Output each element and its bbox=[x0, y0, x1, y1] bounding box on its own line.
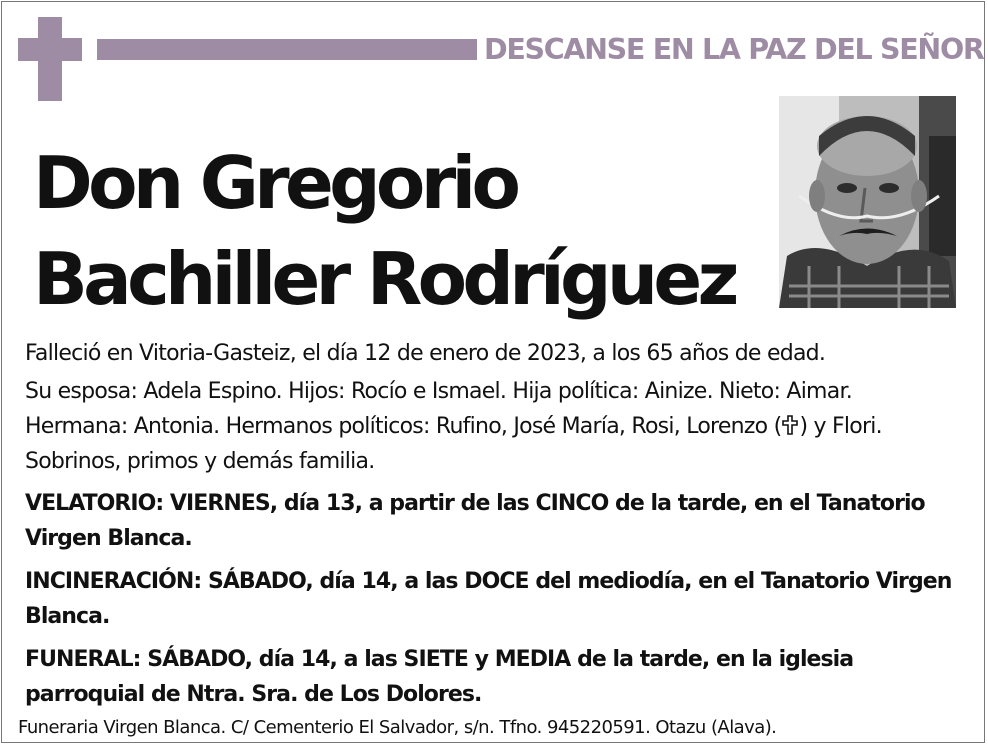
cross-icon-arm bbox=[18, 38, 82, 61]
wake-info: VELATORIO: VIERNES, día 13, a partir de las CINCO de la tarde, en el Tanatorio Virgen Blanca. bbox=[25, 491, 925, 551]
family-line-1: Su esposa: Adela Espino. Hijos: Rocío e Ismael. Hija política: Ainize. Nieto: Aimar. bbox=[25, 379, 852, 404]
header-divider-bar bbox=[97, 39, 477, 60]
cross-icon bbox=[781, 409, 799, 444]
deceased-name bbox=[33, 135, 773, 327]
family-line-2-after: ) y Flori. bbox=[799, 414, 882, 439]
header-banner: DESCANSE EN LA PAZ DEL SEÑOR bbox=[484, 33, 984, 66]
family-line-2-before: Hermana: Antonia. Hermanos políticos: Rufino, José María, Rosi, Lorenzo ( bbox=[25, 414, 782, 439]
death-notice: Falleció en Vitoria-Gasteiz, el día 12 de enero de 2023, a los 65 años de edad. bbox=[25, 341, 826, 366]
family-list bbox=[25, 374, 970, 479]
family-line-3: Sobrinos, primos y demás familia. bbox=[25, 449, 375, 474]
funeral-info: FUNERAL: SÁBADO, día 14, a las SIETE y MEDIA de la tarde, en la iglesia parroquial de Ntra. Sra. de Los Dolores. bbox=[25, 647, 854, 707]
notice-body bbox=[25, 336, 970, 720]
name-line-1: Don Gregorio bbox=[33, 141, 517, 225]
funeral-home-footer: Funeraria Virgen Blanca. C/ Cementerio El Salvador, s/n. Tfno. 945220591. Otazu (Alava). bbox=[18, 717, 777, 738]
cremation-info: INCINERACIÓN: SÁBADO, día 14, a las DOCE del mediodía, en el Tanatorio Virgen Blanca. bbox=[25, 569, 952, 629]
portrait-photo bbox=[779, 96, 956, 308]
name-line-2: Bachiller Rodríguez bbox=[33, 237, 735, 321]
